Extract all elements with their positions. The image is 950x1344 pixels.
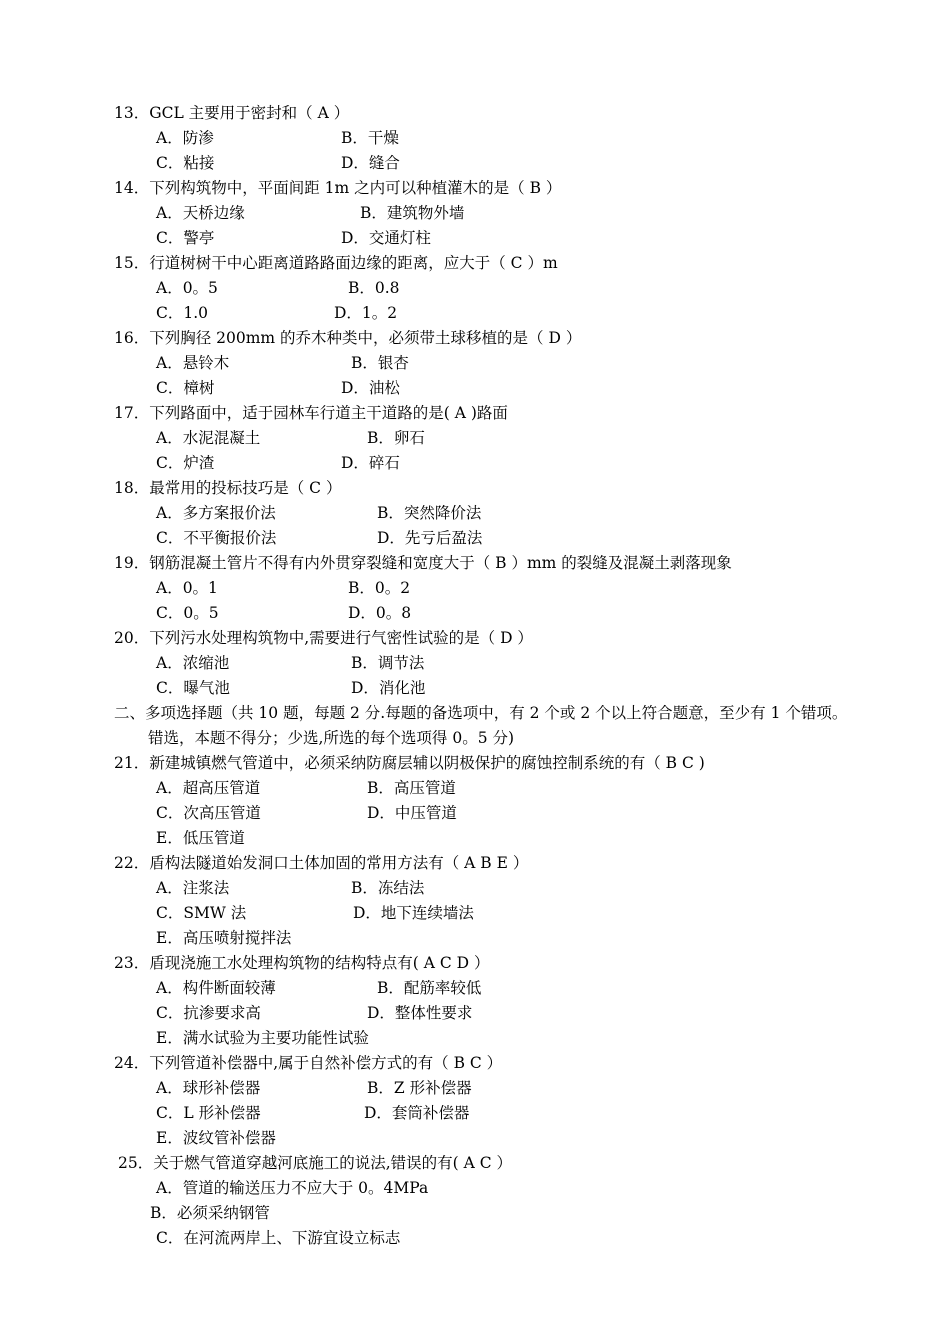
option-18-d: D．先亏后盈法	[377, 529, 483, 547]
option-19-b: B．0。2	[348, 579, 411, 597]
option-20-a: A．浓缩池	[156, 654, 230, 672]
question-24: 24．下列管道补偿器中,属于自然补偿方式的有（ B C ）	[114, 1054, 503, 1072]
option-15-d: D．1。2	[334, 304, 398, 322]
option-24-b: B．Z 形补偿器	[367, 1079, 472, 1097]
section-heading-continued: 错选，本题不得分；少选,所选的每个选项得 0。5 分)	[148, 729, 515, 747]
question-18: 18．最常用的投标技巧是（ C ）	[114, 479, 342, 497]
option-14-c: C．警亭	[156, 229, 215, 247]
option-22-a: A．注浆法	[156, 879, 230, 897]
option-14-b: B．建筑物外墙	[360, 204, 465, 222]
option-23-a: A．构件断面较薄	[156, 979, 276, 997]
option-19-a: A．0。1	[156, 579, 218, 597]
option-22-b: B．冻结法	[351, 879, 425, 897]
option-17-a: A．水泥混凝土	[156, 429, 261, 447]
question-19: 19．钢筋混凝土管片不得有内外贯穿裂缝和宽度大于（ B ）mm 的裂缝及混凝土剥落现象	[114, 554, 732, 572]
option-18-b: B．突然降价法	[377, 504, 482, 522]
option-15-a: A．0。5	[156, 279, 218, 297]
option-24-a: A．球形补偿器	[156, 1079, 261, 1097]
option-17-b: B．卵石	[367, 429, 425, 447]
question-22: 22．盾构法隧道始发洞口土体加固的常用方法有（ A B E ）	[114, 854, 529, 872]
option-17-d: D．碎石	[341, 454, 400, 472]
option-19-d: D．0。8	[348, 604, 412, 622]
option-24-d: D．套筒补偿器	[364, 1104, 470, 1122]
option-21-c: C．次高压管道	[156, 804, 261, 822]
option-22-c: C．SMW 法	[156, 904, 247, 922]
option-13-d: D．缝合	[341, 154, 400, 172]
option-22-d: D．地下连续墙法	[353, 904, 474, 922]
option-20-d: D．消化池	[351, 679, 426, 697]
question-21: 21．新建城镇燃气管道中，必须采纳防腐层辅以阴极保护的腐蚀控制系统的有（ B C )	[114, 754, 705, 772]
option-23-e: E．满水试验为主要功能性试验	[156, 1029, 369, 1047]
option-23-b: B．配筋率较低	[377, 979, 482, 997]
option-24-e: E．波纹管补偿器	[156, 1129, 276, 1147]
option-19-c: C．0。5	[156, 604, 219, 622]
question-25: 25．关于燃气管道穿越河底施工的说法,错误的有( A C ）	[118, 1154, 513, 1172]
option-23-c: C．抗渗要求高	[156, 1004, 261, 1022]
option-24-c: C．L 形补偿器	[156, 1104, 261, 1122]
option-13-c: C．粘接	[156, 154, 215, 172]
option-16-a: A．悬铃木	[156, 354, 230, 372]
option-15-b: B．0.8	[348, 279, 400, 297]
option-25-b: B．必须采纳钢管	[150, 1204, 270, 1222]
option-25-a: A．管道的输送压力不应大于 0。4MPa	[156, 1179, 429, 1197]
option-13-a: A．防渗	[156, 129, 214, 147]
option-20-b: B．调节法	[351, 654, 425, 672]
option-14-d: D．交通灯柱	[341, 229, 431, 247]
option-14-a: A．天桥边缘	[156, 204, 245, 222]
option-20-c: C．曝气池	[156, 679, 230, 697]
option-21-b: B．高压管道	[367, 779, 456, 797]
question-20: 20．下列污水处理构筑物中,需要进行气密性试验的是（ D ）	[114, 629, 533, 647]
option-15-c: C．1.0	[156, 304, 209, 322]
option-22-e: E．高压喷射搅拌法	[156, 929, 292, 947]
option-21-e: E．低压管道	[156, 829, 245, 847]
question-15: 15．行道树树干中心距离道路路面边缘的距离，应大于（ C ）m	[114, 254, 558, 272]
question-23: 23．盾现浇施工水处理构筑物的结构特点有( A C D ）	[114, 954, 490, 972]
question-13: 13．GCL 主要用于密封和（ A ）	[114, 104, 350, 122]
option-16-b: B．银杏	[351, 354, 409, 372]
option-16-c: C．樟树	[156, 379, 215, 397]
question-17: 17．下列路面中，适于园林车行道主干道路的是( A )路面	[114, 404, 508, 422]
option-16-d: D．油松	[341, 379, 400, 397]
option-21-d: D．中压管道	[367, 804, 457, 822]
option-21-a: A．超高压管道	[156, 779, 261, 797]
option-18-a: A．多方案报价法	[156, 504, 276, 522]
option-23-d: D．整体性要求	[367, 1004, 473, 1022]
option-18-c: C．不平衡报价法	[156, 529, 277, 547]
section-heading-multiple-choice: 二、多项选择题（共 10 题，每题 2 分.每题的备选项中，有 2 个或 2 个以上符合题意，至少有 1 个错项。	[114, 704, 848, 722]
option-25-c: C．在河流两岸上、下游宜设立标志	[156, 1229, 401, 1247]
question-14: 14．下列构筑物中，平面间距 1m 之内可以种植灌木的是（ B ）	[114, 179, 562, 197]
option-17-c: C．炉渣	[156, 454, 215, 472]
option-13-b: B．干燥	[341, 129, 399, 147]
question-16: 16．下列胸径 200mm 的乔木种类中，必须带土球移植的是（ D ）	[114, 329, 582, 347]
